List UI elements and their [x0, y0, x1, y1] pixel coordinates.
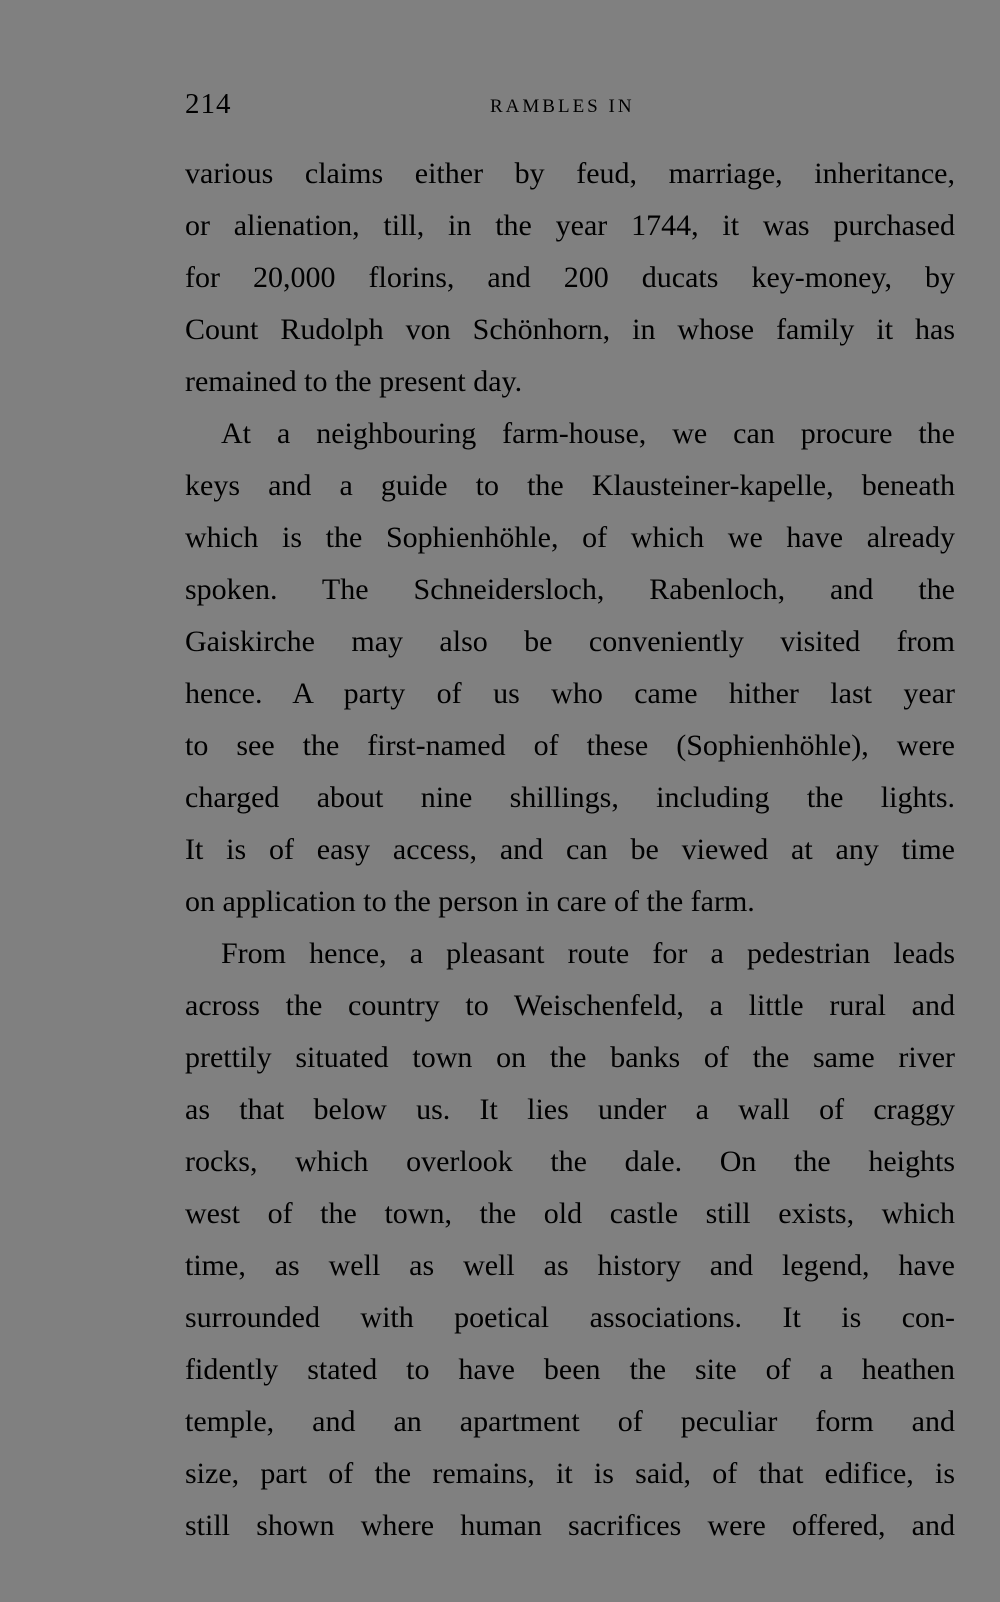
page-number: 214	[185, 88, 232, 120]
running-head: RAMBLES IN	[490, 96, 635, 117]
text-line: west of the town, the old castle still exists, which	[185, 1197, 955, 1230]
text-line: fidently stated to have been the site of a heathen	[185, 1353, 955, 1386]
text-line: to see the first-named of these (Sophienhöhle), were	[185, 729, 955, 762]
text-line: on application to the person in care of the farm.	[185, 885, 755, 918]
text-line: across the country to Weischenfeld, a little rural and	[185, 989, 955, 1022]
text-line: rocks, which overlook the dale. On the heights	[185, 1145, 955, 1178]
text-line: hence. A party of us who came hither last year	[185, 677, 955, 710]
text-line: various claims either by feud, marriage, inheritance,	[185, 157, 955, 190]
text-line: charged about nine shillings, including the lights.	[185, 781, 955, 814]
text-line: time, as well as well as history and legend, have	[185, 1249, 955, 1282]
text-line: keys and a guide to the Klausteiner-kapelle, beneath	[185, 469, 955, 502]
text-line: Count Rudolph von Schönhorn, in whose family it has	[185, 313, 955, 346]
text-line: surrounded with poetical associations. It is con-	[185, 1301, 955, 1334]
text-line: which is the Sophienhöhle, of which we have already	[185, 521, 955, 554]
text-line: remained to the present day.	[185, 365, 523, 398]
text-line: prettily situated town on the banks of the same river	[185, 1041, 955, 1074]
page-header	[185, 88, 955, 128]
text-line: still shown where human sacrifices were offered, and	[185, 1509, 955, 1542]
text-line: Gaiskirche may also be conveniently visited from	[185, 625, 955, 658]
text-line: From hence, a pleasant route for a pedestrian leads	[221, 937, 955, 970]
text-line: spoken. The Schneidersloch, Rabenloch, and the	[185, 573, 955, 606]
text-line: At a neighbouring farm-house, we can procure the	[221, 417, 955, 450]
text-line: for 20,000 florins, and 200 ducats key-money, by	[185, 261, 955, 294]
body-text	[185, 148, 955, 1552]
text-line: size, part of the remains, it is said, of that edifice, is	[185, 1457, 955, 1490]
text-line: as that below us. It lies under a wall of craggy	[185, 1093, 955, 1126]
text-line: temple, and an apartment of peculiar form and	[185, 1405, 955, 1438]
text-line: or alienation, till, in the year 1744, it was purchased	[185, 209, 955, 242]
text-line: It is of easy access, and can be viewed at any time	[185, 833, 955, 866]
